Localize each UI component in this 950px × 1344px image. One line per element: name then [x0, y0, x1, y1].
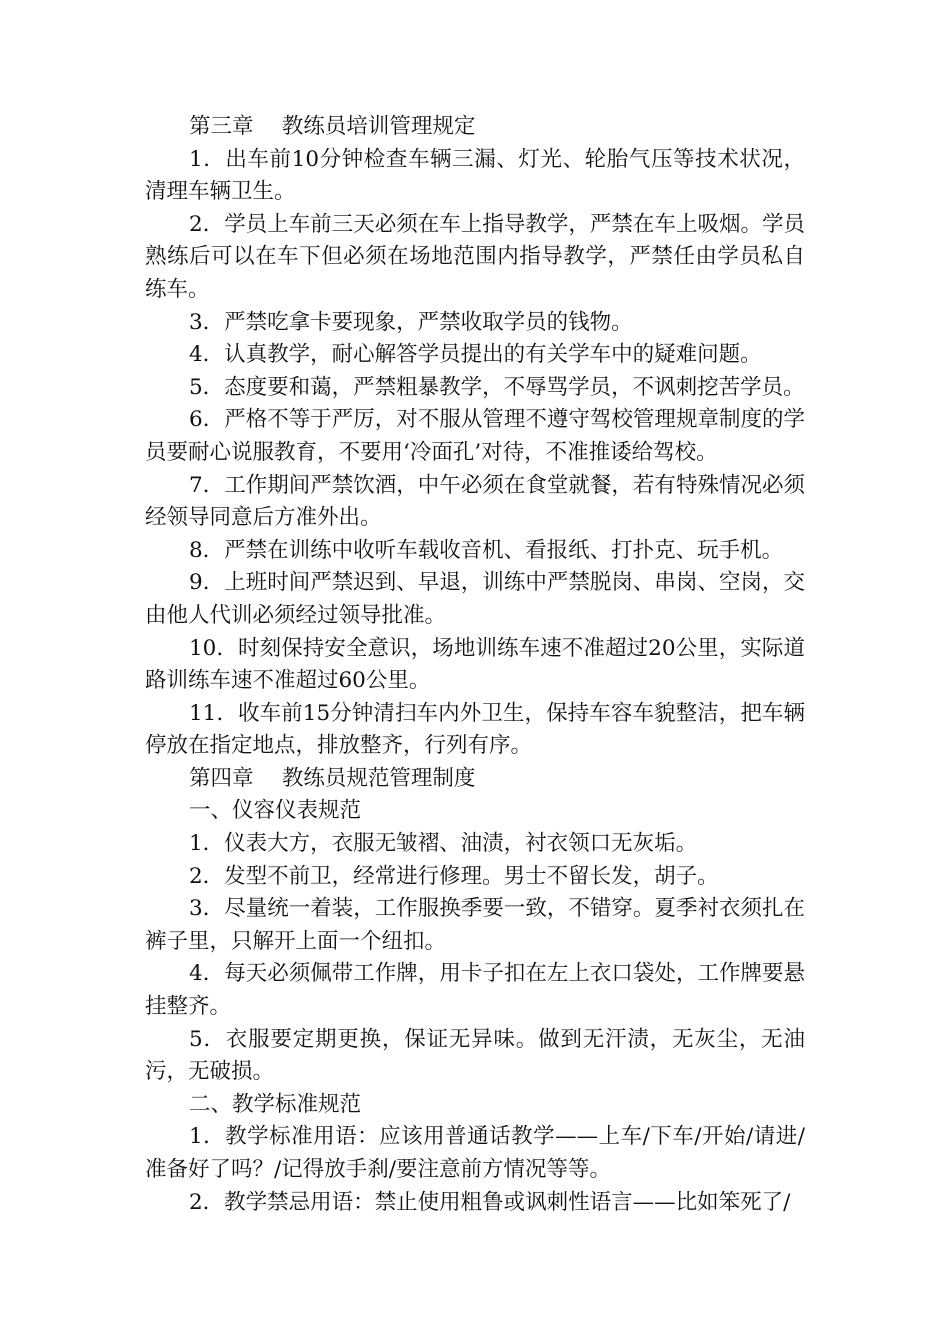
teaching-rule-2: 2．教学禁忌用语：禁止使用粗鲁或讽刺性语言——比如笨死了/	[189, 1189, 791, 1215]
rule-7: 7．工作期间严禁饮酒，中午必须在食堂就餐，若有特殊情况必须经领导同意后方准外出。	[145, 472, 805, 531]
rule-2: 2．学员上车前三天必须在车上指导教学，严禁在车上吸烟。学员熟练后可以在车下但必须在场地范围内指导教学，严禁任由学员私自练车。	[145, 211, 805, 302]
appearance-rule-2: 2．发型不前卫，经常进行修理。男士不留长发，胡子。	[189, 863, 719, 889]
appearance-rule-1: 1．仪表大方，衣服无皱褶、油渍，衬衣领口无灰垢。	[189, 831, 698, 857]
rule-5: 5．态度要和蔼，严禁粗暴教学，不辱骂学员，不讽刺挖苦学员。	[189, 374, 805, 400]
chapter-4-title: 第四章 教练员规范管理制度	[189, 765, 476, 791]
rule-10: 10．时刻保持安全意识，场地训练车速不准超过20公里，实际道路训练车速不准超过60公里。	[145, 635, 805, 694]
rule-4: 4．认真教学，耐心解答学员提出的有关学车中的疑难问题。	[189, 342, 762, 368]
section-teaching-title: 二、教学标准规范	[189, 1091, 362, 1117]
rule-3: 3．严禁吃拿卡要现象，严禁收取学员的钱物。	[189, 309, 633, 335]
appearance-rule-4: 4．每天必须佩带工作牌，用卡子扣在左上衣口袋处，工作牌要悬挂整齐。	[145, 961, 805, 1020]
chapter-3-title: 第三章 教练员培训管理规定	[189, 114, 476, 139]
section-appearance-title: 一、仪容仪表规范	[189, 798, 362, 824]
document-body	[145, 111, 805, 1219]
appearance-rule-3: 3．尽量统一着装，工作服换季要一致，不错穿。夏季衬衣须扎在裤子里，只解开上面一个纽扣。	[145, 896, 805, 954]
rule-8: 8．严禁在训练中收听车载收音机、看报纸、打扑克、玩手机。	[189, 537, 784, 563]
rule-9: 9．上班时间严禁迟到、早退，训练中严禁脱岗、串岗、空岗，交由他人代训必须经过领导批准。	[145, 570, 805, 628]
appearance-rule-5: 5．衣服要定期更换，保证无异味。做到无汗渍，无灰尘，无油污，无破损。	[145, 1026, 805, 1085]
rule-1: 1．出车前10分钟检查车辆三漏、灯光、轮胎气压等技术状况，清理车辆卫生。	[145, 146, 805, 205]
rule-11: 11．收车前15分钟清扫车内外卫生，保持车容车貌整洁，把车辆停放在指定地点，排放整齐，行列有序。	[145, 700, 805, 759]
teaching-rule-1: 1．教学标准用语：应该用普通话教学——上车/下车/开始/请进/准备好了吗？/记得放手刹/要注意前方情况等等。	[145, 1124, 805, 1182]
rule-6: 6．严格不等于严厉，对不服从管理不遵守驾校管理规章制度的学员要耐心说服教育，不要用‘冷面孔’对待，不准推诿给驾校。	[145, 407, 805, 465]
